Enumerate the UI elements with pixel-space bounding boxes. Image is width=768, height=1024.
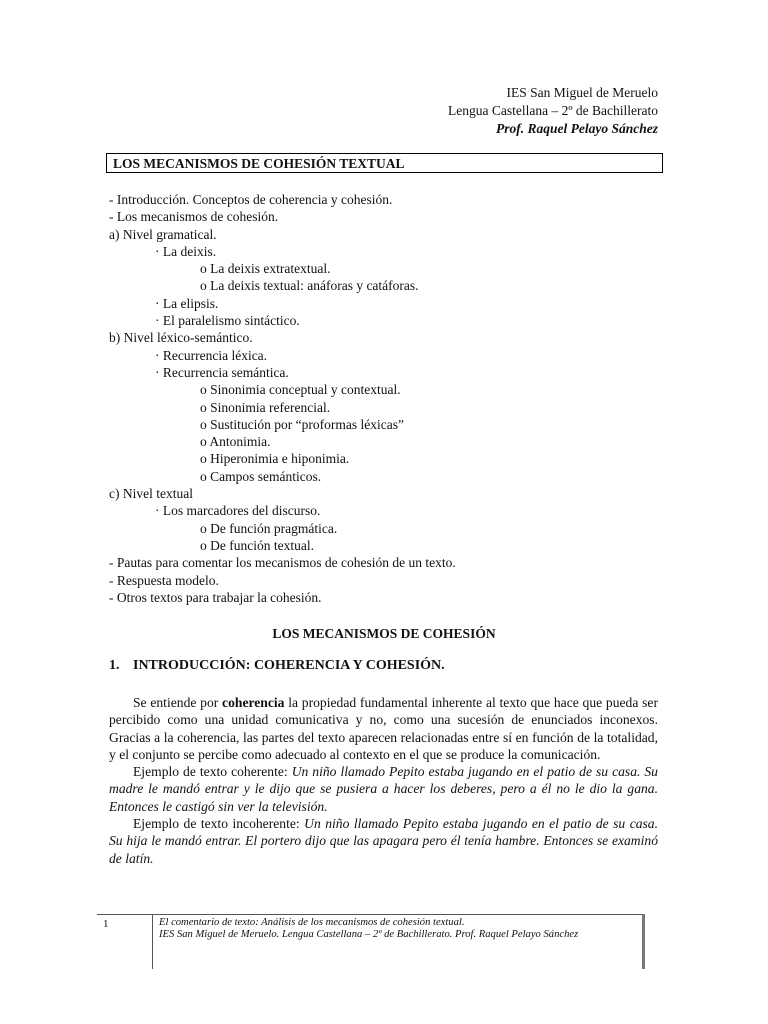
paragraph-incoherent-example bbox=[109, 815, 658, 867]
heading-number: 1. bbox=[109, 658, 120, 673]
p1-text-before: Se entiende por bbox=[133, 695, 223, 710]
footer-separator bbox=[152, 914, 153, 969]
course-name: Lengua Castellana – 2º de Bachillerato bbox=[448, 103, 658, 118]
heading-text: INTRODUCCIÓN: COHERENCIA Y COHESIÓN. bbox=[133, 658, 445, 673]
p1-text-after: la propiedad fundamental inherente al texto que hace que pueda ser percibido como una unidad comunicativa y no, como una sucesión de enunciados inconexos. Gracias a la coherencia, las partes del texto aparecen relacionadas entre sí en función de la totalidad, y el conjunto se percibe como adecuado al contexto en el que se produce la comunicación. bbox=[109, 695, 658, 762]
toc-item: o De función pragmática. bbox=[200, 520, 338, 536]
toc-item: o Antonimia. bbox=[200, 434, 271, 450]
section-title: LOS MECANISMOS DE COHESIÓN bbox=[272, 626, 496, 641]
toc-item: - Introducción. Conceptos de coherencia y cohesión. bbox=[109, 192, 393, 207]
p2-label: Ejemplo de texto coherente: bbox=[133, 764, 292, 780]
toc-item: o Hiperonimia e hiponimia. bbox=[200, 451, 350, 467]
toc-item: · El paralelismo sintáctico. bbox=[155, 313, 300, 329]
toc-item: c) Nivel textual bbox=[109, 486, 193, 502]
page-footer bbox=[97, 914, 645, 969]
p3-example: Un niño llamado Pepito estaba jugando en el patio de su casa. Su hija le mandó entrar. El portero dijo que las apagara pero él tenía hambre. Entonces se examinó de latín. bbox=[109, 816, 659, 866]
toc-item: o Sinonimia referencial. bbox=[200, 399, 331, 415]
footer-line-1: El comentario de texto: Análisis de los mecanismos de cohesión textual. bbox=[159, 917, 465, 928]
document-title: LOS MECANISMOS DE COHESIÓN TEXTUAL bbox=[106, 153, 663, 173]
p3-label: Ejemplo de texto incoherente: bbox=[133, 816, 305, 832]
paragraph-coherence bbox=[109, 694, 658, 763]
document-header bbox=[448, 84, 658, 138]
toc-item: o La deixis textual: anáforas y catáforas. bbox=[200, 278, 419, 294]
toc-item: o Campos semánticos. bbox=[200, 468, 322, 484]
toc-item: a) Nivel gramatical. bbox=[109, 226, 217, 242]
teacher-name: Prof. Raquel Pelayo Sánchez bbox=[496, 121, 658, 136]
footer-line-2: IES San Miguel de Meruelo. Lengua Castellana – 2º de Bachillerato. Prof. Raquel Pelayo Sánchez bbox=[159, 929, 579, 940]
term-coherencia: coherencia bbox=[222, 695, 285, 710]
toc-item: o Sustitución por “proformas léxicas” bbox=[200, 416, 404, 432]
paragraph-coherent-example bbox=[109, 763, 658, 815]
p2-example: Un niño llamado Pepito estaba jugando en el patio de su casa. Su madre le mandó entrar y le dijo que se pusiera a hacer los deberes, pero a él no le dio la gana. Entonces le castigó sin ver la televisión. bbox=[109, 764, 658, 814]
footer-right-border bbox=[642, 914, 645, 969]
page-number: 1 bbox=[103, 918, 109, 930]
footer-text bbox=[159, 917, 578, 941]
toc-item: o Sinonimia conceptual y contextual. bbox=[200, 382, 401, 398]
body-text bbox=[109, 694, 658, 867]
toc-item: · Los marcadores del discurso. bbox=[155, 503, 321, 519]
toc-item: o La deixis extratextual. bbox=[200, 261, 331, 277]
toc-item: · La elipsis. bbox=[155, 295, 219, 311]
toc-item: · La deixis. bbox=[155, 243, 217, 259]
table-of-contents bbox=[109, 191, 456, 606]
toc-item: · Recurrencia semántica. bbox=[155, 364, 289, 380]
toc-item: - Respuesta modelo. bbox=[109, 572, 219, 588]
toc-item: - Otros textos para trabajar la cohesión. bbox=[109, 589, 322, 605]
footer-divider bbox=[97, 914, 645, 915]
toc-item: · Recurrencia léxica. bbox=[155, 347, 268, 363]
toc-item: - Pautas para comentar los mecanismos de cohesión de un texto. bbox=[109, 555, 456, 571]
toc-item: - Los mecanismos de cohesión. bbox=[109, 209, 279, 225]
toc-item: b) Nivel léxico-semántico. bbox=[109, 330, 253, 346]
school-name: IES San Miguel de Meruelo bbox=[506, 85, 658, 100]
section-heading bbox=[109, 658, 445, 674]
toc-item: o De función textual. bbox=[200, 537, 314, 553]
